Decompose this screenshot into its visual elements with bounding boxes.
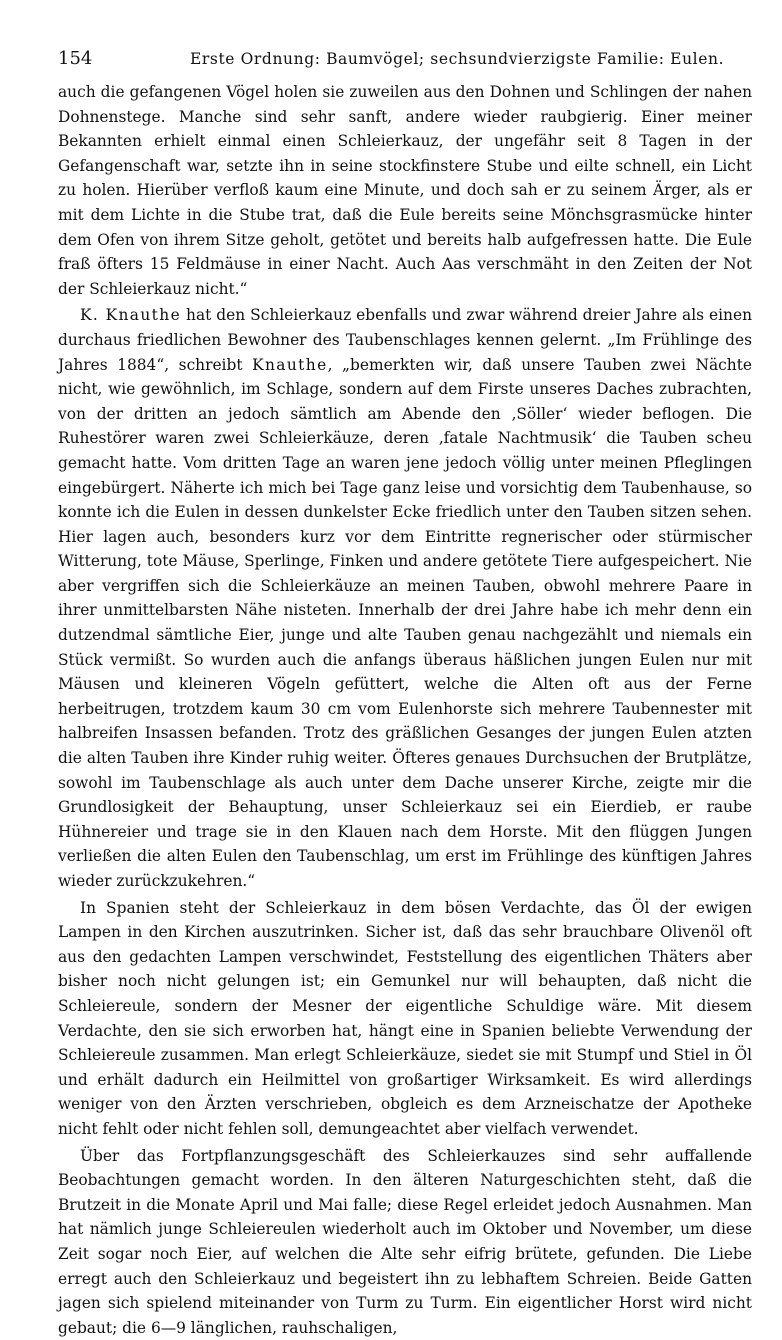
paragraph-1 xyxy=(58,80,752,301)
text-run: In Spanien steht der Schleierkauz in dem bösen Verdachte, das Öl der ewigen Lampen in den Kirchen auszutrinken. Sicher ist, daß das sehr brauchbare Olivenöl oft aus den gedachten Lampen verschwindet, Feststellung des eigentlichen Thäters aber bisher noch nicht gelungen ist; ein Gemunkel nur will behaupten, daß nicht die Schleiereule, sondern der Mesner der eigentliche Schuldige wäre. Mit diesem Verdachte, den sie sich erworben hat, hängt eine in Spanien beliebte Verwendung der Schleiereule zusammen. Man erlegt Schleierkäuze, siedet sie mit Stumpf und Stiel in Öl und erhält dadurch ein Heilmittel von großartiger Wirksamkeit. Es wird allerdings weniger von den Ärzten verschrieben, obgleich es dem Arzneischatze der Apotheke nicht fehlt oder nicht fehlen soll, demungeachtet aber vielfach verwendet. xyxy=(58,898,752,1138)
text-run: auch die gefangenen Vögel holen sie zuweilen aus den Dohnen und Schlingen der nahen Dohnenstege. Manche sind sehr sanft, andere wieder raubgierig. Einer meiner Bekannten erhielt einmal einen Schleierkauz, der ungefähr seit 8 Tagen in der Gefangenschaft war, setzte ihn in seine stockfinstere Stube und eilte schnell, ein Licht zu holen. Hierüber verfloß kaum eine Minute, und doch sah er zu seinem Ärger, als er mit dem Lichte in die Stube trat, daß die Eule bereits seine Mönchsgrasmücke hinter dem Ofen von ihrem Sitze geholt, getötet und bereits halb aufgefressen hatte. Die Eule fraß öfters 15 Feldmäuse in einer Nacht. Auch Aas verschmäht in den Zeiten der Not der Schleierkauz nicht.“ xyxy=(58,83,752,298)
text-run: , „bemerkten wir, daß unsere Tauben zwei Nächte nicht, wie gewöhnlich, im Schlage, sondern auf dem Firste unseres Daches zubrachten, von der dritten an jedoch sämtlich am Abende den ‚Söller‘ wieder beflogen. Die Ruhestörer waren zwei Schleierkäuze, deren ‚fatale Nachtmusik‘ die Tauben scheu gemacht hatte. Vom dritten Tage an waren jene jedoch völlig unter meinen Pfleglingen eingebürgert. Näherte ich mich bei Tage ganz leise und vorsichtig dem Taubenhause, so konnte ich die Eulen in dessen dunkelster Ecke friedlich unter den Tauben sitzen sehen. Hier lagen auch, besonders kurz vor dem Eintritte regnerischer oder stürmischer Witterung, tote Mäuse, Sperlinge, Finken und andere getötete Tiere aufgespeichert. Nie aber vergriffen sich die Schleierkäuze an meinen Tauben, obwohl mehrere Paare in ihrer unmittelbarsten Nähe nisteten. Innerhalb der drei Jahre habe ich mehr denn ein dutzendmal sämtliche Eier, junge und alte Tauben genau nachgezählt und niemals ein Stück vermißt. So wurden auch die anfangs überaus häßlichen jungen Eulen nur mit Mäusen und kleineren Vögeln gefüttert, welche die Alten oft aus der Ferne herbeitrugen, trotzdem kaum 30 cm vom Eulenhorste sich mehrere Taubennester mit halbreifen Insassen befanden. Trotz des gräßlichen Gesanges der jungen Eulen atzten die alten Tauben ihre Kinder ruhig weiter. Öfteres genaues Durchsuchen der Brutplätze, sowohl im Taubenschlage als auch unter dem Dache unserer Kirche, zeigte mir die Grundlosigkeit der Behauptung, unser Schleierkauz sei ein Eierdieb, er raube Hühnereier und trage sie in den Klauen nach dem Horste. Mit den flüggen Jungen verließen die alten Eulen den Taubenschlag, um erst im Frühlinge des künftigen Jahres wieder zurückzukehren.“ xyxy=(58,355,752,890)
page-number: 154 xyxy=(58,48,93,69)
author-name: K. Knauthe xyxy=(80,306,182,325)
paragraph-2 xyxy=(58,303,752,893)
page-header xyxy=(58,40,752,80)
paragraph-4 xyxy=(58,1144,752,1340)
author-name: Knauthe xyxy=(252,355,328,374)
body-text xyxy=(58,80,752,1340)
text-run: hat den Schleierkauz ebenfalls und zwar während dreier Jahre als einen durchaus friedlichen Bewohner des Taubenschlages kennen gelernt. „Im Frühlinge des Jahres 1884“, schreibt xyxy=(58,306,752,374)
running-title: Erste Ordnung: Baumvögel; sechsundvierzigste Familie: Eulen. xyxy=(190,50,725,68)
text-run: Über das Fortpflanzungsgeschäft des Schleierkauzes sind sehr auffallende Beobachtungen gemacht worden. In den älteren Naturgeschichten steht, daß die Brutzeit in die Monate April und Mai falle; diese Regel erleidet jedoch Ausnahmen. Man hat nämlich junge Schleiereulen wiederholt auch im Oktober und November, um diese Zeit sogar noch Eier, auf welchen die Alte sehr eifrig brütete, gefunden. Die Liebe erregt auch den Schleierkauz und begeistert ihn zu lebhaftem Schreien. Beide Gatten jagen sich spielend miteinander von Turm zu Turm. Ein eigentlicher Horst wird nicht gebaut; die 6—9 länglichen, rauhschaligen, xyxy=(58,1146,752,1337)
paragraph-3 xyxy=(58,896,752,1142)
